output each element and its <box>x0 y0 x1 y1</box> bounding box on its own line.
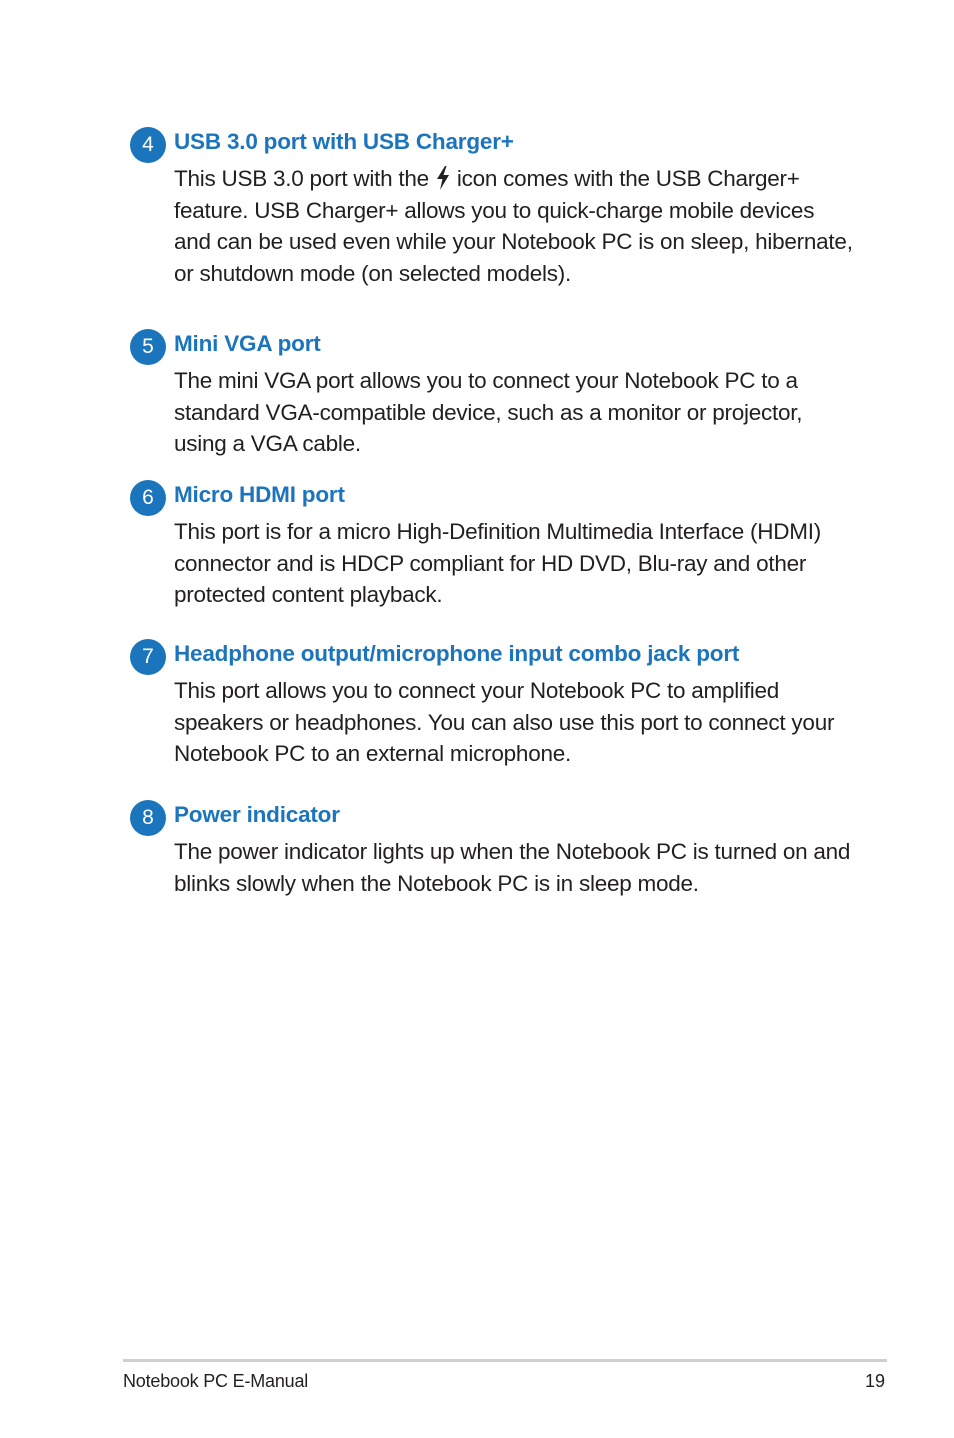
description-text-before-icon: This USB 3.0 port with the <box>174 166 429 191</box>
section-title: Mini VGA port <box>174 331 321 356</box>
footer-divider <box>123 1359 887 1362</box>
item-number-badge: 6 <box>130 480 166 516</box>
item-number-badge: 5 <box>130 329 166 365</box>
description-text-after-icon: icon comes with the USB Charger+ feature. USB Charger+ allows you to quick-charge mobile devices and can be used even while your Notebook PC is on sleep, hibernate, or shutdown mode (on selected models). <box>174 166 853 287</box>
section-description: This port allows you to connect your Notebook PC to amplified speakers or headphones. You can also use this port to connect your Notebook PC to an external microphone. <box>174 678 835 767</box>
section-title: Micro HDMI port <box>174 482 345 507</box>
item-number-badge: 7 <box>130 639 166 675</box>
footer-manual-title: Notebook PC E-Manual <box>123 1371 309 1391</box>
page-number: 19 <box>864 1371 885 1391</box>
section-description: The mini VGA port allows you to connect your Notebook PC to a standard VGA-compatible device, such as a monitor or projector, using a VGA cable. <box>174 368 803 457</box>
item-number-badge: 4 <box>130 127 166 163</box>
section-description: The power indicator lights up when the Notebook PC is turned on and blinks slowly when the Notebook PC is in sleep mode. <box>174 839 851 896</box>
item-number-badge: 8 <box>130 800 166 836</box>
section-description <box>174 163 854 290</box>
section-description: This port is for a micro High-Definition Multimedia Interface (HDMI) connector and is HDCP compliant for HD DVD, Blu-ray and other protected content playback. <box>174 519 821 608</box>
section-title: USB 3.0 port with USB Charger+ <box>174 129 514 154</box>
section-title: Power indicator <box>174 802 340 827</box>
section-title: Headphone output/microphone input combo jack port <box>174 641 740 666</box>
lightning-bolt-icon <box>436 166 450 190</box>
